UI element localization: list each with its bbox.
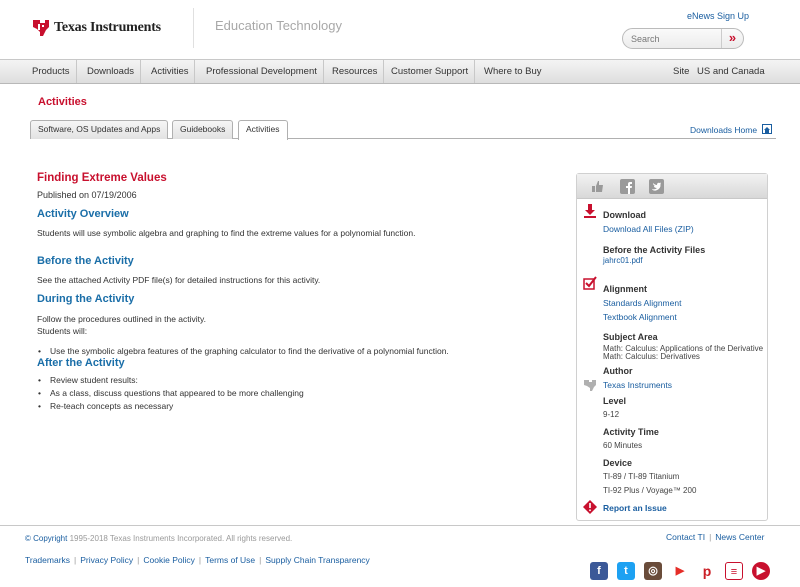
students-will-text: Students will: <box>37 326 88 336</box>
supply-chain-link[interactable]: Supply Chain Transparency <box>265 555 370 565</box>
nav-item-resources[interactable]: Resources <box>326 60 384 83</box>
section-title: Education Technology <box>215 18 342 33</box>
tab-guidebooks[interactable]: Guidebooks <box>172 120 233 139</box>
before-text: See the attached Activity PDF file(s) for detailed instructions for this activity. <box>37 275 321 285</box>
tab-activities[interactable]: Activities <box>238 120 288 140</box>
ti-logo[interactable] <box>32 18 161 38</box>
separator: | <box>709 532 712 542</box>
pdf-file-link[interactable]: jahrc01.pdf <box>603 256 643 265</box>
news-center-link[interactable]: News Center <box>715 532 765 542</box>
contact-ti-link[interactable]: Contact TI <box>666 532 706 542</box>
activity-title: Finding Extreme Values <box>37 172 167 184</box>
tab-software[interactable]: Software, OS Updates and Apps <box>30 120 168 139</box>
download-icon <box>583 204 597 218</box>
ti-logo-icon <box>32 18 50 38</box>
before-files-heading: Before the Activity Files <box>603 245 706 255</box>
list-item: • Review student results: <box>50 375 138 385</box>
copyright-link[interactable]: © Copyright <box>25 534 68 543</box>
tube-icon[interactable]: ▶ <box>752 562 770 580</box>
share-bar <box>577 174 767 199</box>
during-text: Follow the procedures outlined in the activity. <box>37 314 206 324</box>
facebook-icon[interactable] <box>620 179 635 194</box>
social-links <box>590 562 770 580</box>
subject-item: Math: Calculus: Derivatives <box>603 352 700 361</box>
twitter-icon[interactable]: t <box>617 562 635 580</box>
instagram-icon[interactable]: ◎ <box>644 562 662 580</box>
terms-of-use-link[interactable]: Terms of Use <box>205 555 256 565</box>
author-link[interactable]: Texas Instruments <box>603 380 672 390</box>
footer-right-links <box>666 532 764 542</box>
time-heading: Activity Time <box>603 427 659 437</box>
main-nav <box>0 59 800 84</box>
footer-links <box>25 555 370 565</box>
copyright <box>25 534 292 543</box>
subject-item: Math: Calculus: Applications of the Derivative <box>603 344 764 353</box>
device-item: TI-92 Plus / Voyage™ 200 <box>603 486 697 495</box>
search-button[interactable] <box>721 29 743 48</box>
standards-alignment-link[interactable]: Standards Alignment <box>603 298 682 308</box>
page-title: Activities <box>38 96 87 108</box>
before-heading: Before the Activity <box>37 255 134 267</box>
twitter-icon[interactable] <box>649 179 664 194</box>
downloads-home-link[interactable]: Downloads Home <box>690 125 758 135</box>
nav-item-activities[interactable]: Activities <box>145 60 195 83</box>
textbook-alignment-link[interactable]: Textbook Alignment <box>603 312 677 322</box>
overview-text: Students will use symbolic algebra and graphing to find the extreme values for a polynomial function. <box>37 228 416 238</box>
copyright-text: 1995-2018 Texas Instruments Incorporated. All rights reserved. <box>69 534 293 543</box>
time-value: 60 Minutes <box>603 441 643 450</box>
like-icon[interactable] <box>590 179 605 194</box>
separator: | <box>259 555 262 565</box>
header-divider <box>193 8 194 48</box>
site-header <box>0 0 800 58</box>
report-issue-link[interactable]: Report an Issue <box>603 503 667 513</box>
after-heading: After the Activity <box>37 357 125 369</box>
author-icon <box>583 378 597 392</box>
search-input[interactable] <box>631 32 719 46</box>
nav-item-professional-development[interactable]: Professional Development <box>200 60 324 83</box>
report-icon <box>583 500 597 514</box>
download-heading: Download <box>603 210 646 220</box>
level-value: 9-12 <box>603 410 620 419</box>
privacy-policy-link[interactable]: Privacy Policy <box>80 555 134 565</box>
enews-signup-link[interactable]: eNews Sign Up <box>687 11 750 21</box>
alignment-heading: Alignment <box>603 284 647 294</box>
nav-item-where-to-buy[interactable]: Where to Buy <box>484 66 542 77</box>
youtube-icon[interactable]: ▶ <box>671 562 689 580</box>
home-icon[interactable] <box>762 124 772 134</box>
during-heading: During the Activity <box>37 293 135 305</box>
list-item: • Use the symbolic algebra features of the graphing calculator to find the derivative of a polynomial function. <box>50 346 449 356</box>
facebook-icon[interactable]: f <box>590 562 608 580</box>
nav-item-customer-support[interactable]: Customer Support <box>385 60 475 83</box>
subject-heading: Subject Area <box>603 332 658 342</box>
published-date: Published on 07/19/2006 <box>37 190 137 200</box>
device-item: TI-89 / TI-89 Titanium <box>603 472 680 481</box>
nav-item-downloads[interactable]: Downloads <box>81 60 141 83</box>
separator: | <box>198 555 202 565</box>
nav-item-products[interactable]: Products <box>26 60 77 83</box>
level-heading: Level <box>603 396 627 406</box>
search-arrow-icon: » <box>728 30 737 45</box>
footer-divider <box>0 525 800 526</box>
logo-text: Texas Instruments <box>54 20 161 35</box>
pinterest-icon[interactable]: p <box>698 562 716 580</box>
device-heading: Device <box>603 458 633 468</box>
list-item: • Re-teach concepts as necessary <box>50 401 173 411</box>
overview-heading: Activity Overview <box>37 208 129 220</box>
download-all-link[interactable]: Download All Files (ZIP) <box>603 224 694 234</box>
blog-icon[interactable]: ≡ <box>725 562 743 580</box>
site-selector[interactable]: US and Canada <box>697 66 765 77</box>
checkmark-icon <box>583 276 597 290</box>
separator: | <box>74 555 77 565</box>
separator: | <box>137 555 140 565</box>
trademarks-link[interactable]: Trademarks <box>25 555 71 565</box>
list-item: • As a class, discuss questions that appeared to be more challenging <box>50 388 304 398</box>
author-heading: Author <box>603 366 633 376</box>
search-box <box>622 28 744 49</box>
cookie-policy-link[interactable]: Cookie Policy <box>143 555 195 565</box>
site-label: Site <box>673 66 690 77</box>
